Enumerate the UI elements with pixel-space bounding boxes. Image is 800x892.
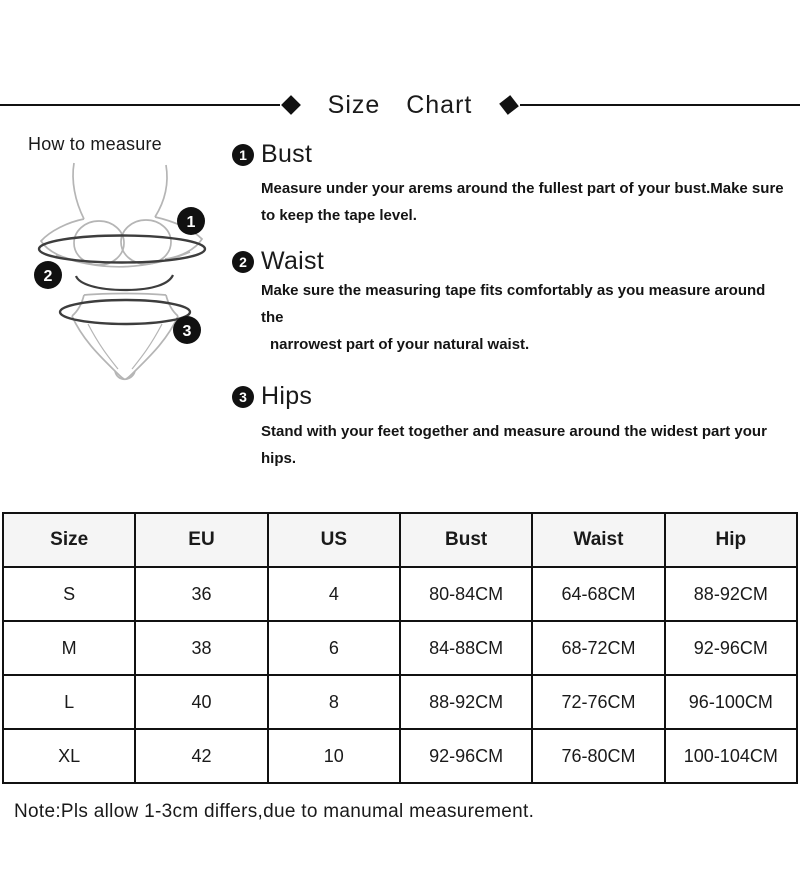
bra-outline <box>41 163 202 267</box>
table-cell: M <box>3 621 135 675</box>
bust-description <box>261 175 784 229</box>
table-cell: 8 <box>268 675 400 729</box>
diamond-icon-right <box>500 95 520 115</box>
section-hips <box>232 382 784 472</box>
section-bust <box>232 140 784 229</box>
marker-3-label: 3 <box>182 323 192 340</box>
hips-number-badge: 3 <box>232 386 254 408</box>
table-cell: 92-96CM <box>400 729 532 783</box>
bust-description-line: Measure under your arems around the fullest part of your bust.Make sure <box>261 180 784 197</box>
marker-1-label: 1 <box>186 214 196 231</box>
section-waist-head <box>232 247 784 276</box>
table-cell: 88-92CM <box>665 567 797 621</box>
table-cell: 84-88CM <box>400 621 532 675</box>
table-cell: 10 <box>268 729 400 783</box>
table-cell: 76-80CM <box>532 729 664 783</box>
table-cell: L <box>3 675 135 729</box>
page-title: Size Chart <box>327 90 473 119</box>
col-header-bust: Bust <box>400 513 532 567</box>
size-table-body <box>3 567 797 783</box>
diamond-icon-left <box>281 95 301 115</box>
bust-description-line: to keep the tape level. <box>261 207 417 224</box>
section-waist <box>232 247 784 358</box>
table-cell: 64-68CM <box>532 567 664 621</box>
divider-line-left <box>0 104 280 106</box>
table-row-s <box>3 567 797 621</box>
hip-tape-line <box>60 300 190 324</box>
content-area <box>0 122 800 490</box>
table-row-xl <box>3 729 797 783</box>
waist-title: Waist <box>261 247 325 275</box>
table-cell: 80-84CM <box>400 567 532 621</box>
col-header-us: US <box>268 513 400 567</box>
bust-title: Bust <box>261 140 313 168</box>
table-cell: 4 <box>268 567 400 621</box>
table-cell: 42 <box>135 729 267 783</box>
bikini-measurement-illustration <box>26 159 230 397</box>
how-to-measure-label: How to measure <box>28 134 162 154</box>
title-divider-row <box>0 92 800 118</box>
waist-number-badge: 2 <box>232 251 254 273</box>
table-cell: 68-72CM <box>532 621 664 675</box>
size-table-header <box>3 513 797 567</box>
table-cell: 96-100CM <box>665 675 797 729</box>
size-table <box>2 512 798 784</box>
waist-tape-line <box>76 275 173 290</box>
section-hips-head <box>232 382 784 411</box>
hips-description <box>261 418 784 472</box>
illustration-column <box>0 122 232 490</box>
bust-number-badge: 1 <box>232 144 254 166</box>
col-header-hip: Hip <box>665 513 797 567</box>
table-row-m <box>3 621 797 675</box>
header-row <box>3 513 797 567</box>
section-bust-head <box>232 140 784 169</box>
bottom-outline <box>72 294 178 380</box>
divider-line-right <box>520 104 800 106</box>
table-cell: 88-92CM <box>400 675 532 729</box>
table-cell: 6 <box>268 621 400 675</box>
col-header-waist: Waist <box>532 513 664 567</box>
waist-description <box>261 277 784 358</box>
col-header-eu: EU <box>135 513 267 567</box>
hips-description-line: Stand with your feet together and measure around the widest part your hips. <box>261 423 767 467</box>
instructions-column <box>232 122 800 490</box>
table-row-l <box>3 675 797 729</box>
table-cell: 38 <box>135 621 267 675</box>
table-cell: 100-104CM <box>665 729 797 783</box>
waist-description-line: Make sure the measuring tape fits comfortably as you measure around the <box>261 282 766 326</box>
marker-2-label: 2 <box>43 268 53 285</box>
hips-title: Hips <box>261 382 313 410</box>
table-cell: XL <box>3 729 135 783</box>
size-chart-page <box>0 92 800 892</box>
table-cell: S <box>3 567 135 621</box>
measurement-note: Note:Pls allow 1-3cm differs,due to manumal measurement. <box>14 801 535 822</box>
col-header-size: Size <box>3 513 135 567</box>
table-cell: 40 <box>135 675 267 729</box>
table-cell: 36 <box>135 567 267 621</box>
table-cell: 72-76CM <box>532 675 664 729</box>
table-cell: 92-96CM <box>665 621 797 675</box>
waist-description-line: narrowest part of your natural waist. <box>270 336 530 353</box>
